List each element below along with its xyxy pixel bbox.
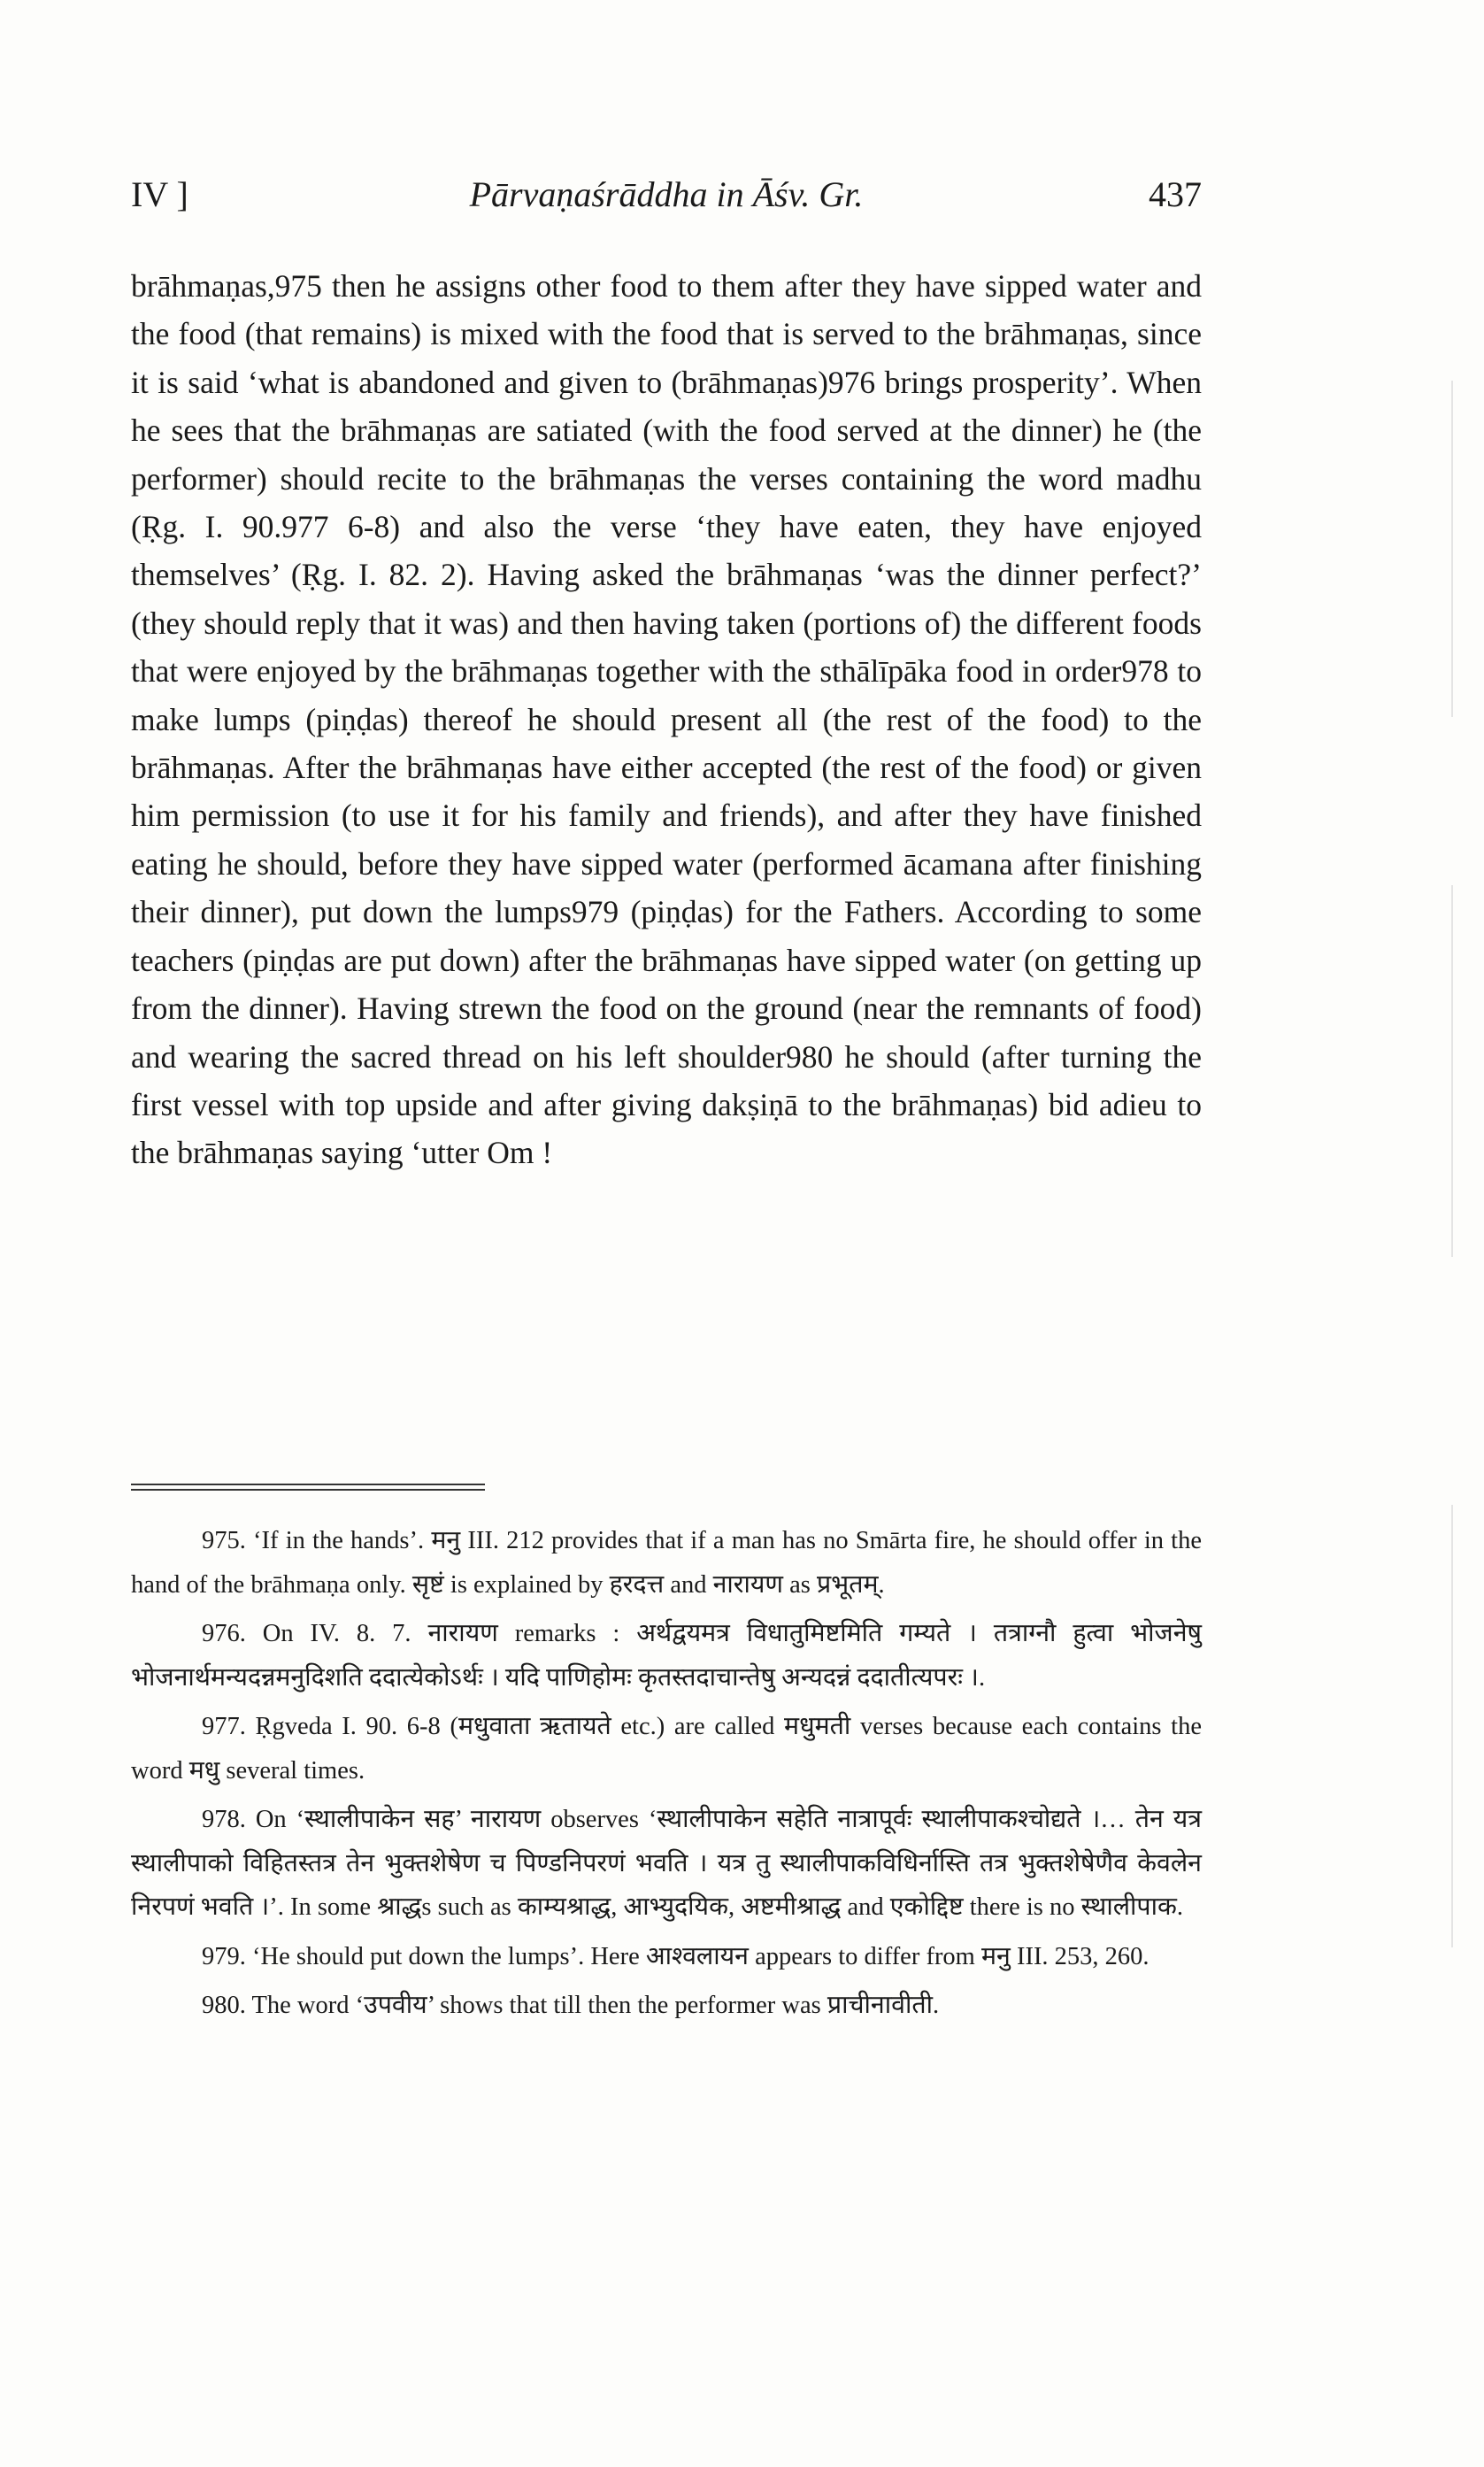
footnote-separator (131, 1484, 485, 1496)
running-header (131, 173, 1202, 227)
footnote-977: 977. Ṛgveda I. 90. 6-8 (मधुवाता ऋतायते etc.) are called मधुमती verses because each contains the word मधु several times. (131, 1713, 1202, 1785)
separator-rule (131, 1489, 485, 1491)
chapter-number: IV ] (131, 174, 188, 214)
separator-rule (131, 1484, 485, 1485)
body-paragraph: brāhmaṇas,975 then he assigns other food to them after they have sipped water and the food (that remains) is mixed with the food that is served to the brāhmaṇas, since it is said ‘what is abandoned and given to (brāhmaṇas)976 brings prosperity’. When he sees that the brāhmaṇas are satiated (with the food served at the dinner) he (the performer) should recite to the brāhmaṇas the verses containing the word madhu (Ṛg. I. 90.977 6-8) and also the verse ‘they have eaten, they have enjoyed themselves’ (Ṛg. I. 82. 2). Having asked the brāhmaṇas ‘was the dinner perfect?’ (they should reply that it was) and then having taken (portions of) the different foods that were enjoyed by the brāhmaṇas together with the sthālīpāka food in order978 to make lumps (piṇḍas) thereof he should present all (the rest of the food) to the brāhmaṇas. After the brāhmaṇas have either accepted (the rest of the food) or given him permission (to use it for his family and friends), and after they have finished eating he should, before they have sipped water (performed ācamana after finishing their dinner), put down the lumps979 (piṇḍas) for the Fathers. According to some teachers (piṇḍas are put down) after the brāhmaṇas have sipped water (on getting up from the dinner). Having strewn the food on the ground (near the remnants of food) and wearing the sacred thread on his left shoulder980 he should (after turning the first vessel with top upside and after giving dakṣiṇā to the brāhmaṇas) bid adieu to the brāhmaṇas saying ‘utter Om ! (131, 268, 1202, 1171)
footnote-979: 979. ‘He should put down the lumps’. Here आश्वलायन appears to differ from मनु III. 253, 260. (202, 1942, 1150, 1970)
footnotes (131, 1519, 1202, 2033)
footnote-978: 978. On ‘स्थालीपाकेन सह’ नारायण observes ‘स्थालीपाकेन सहेति नात्रापूर्वः स्थालीपाकश्चोद्यते ।… तेन यत्र स्थालीपाको विहितस्तत्र तेन भुक्तशेषेण च पिण्डनिपरणं भवति । यत्र तु स्थालीपाकविधिर्नास्ति तत्र भुक्तशेषेणैव केवलेन निरपणं भवति ।’. In some श्राद्धs such as काम्यश्राद्ध, आभ्युदयिक, अष्टमीश्राद्ध and एकोद्दिष्ट there is no स्थालीपाक. (131, 1806, 1202, 1921)
margin-mark (1451, 1505, 1453, 1947)
footnote-976: 976. On IV. 8. 7. नारायण remarks : अर्थद्वयमत्र विधातुमिष्टमिति गम्यते । तत्राग्नौ हुत्वा भोजनेषु भोजनार्थमन्यदन्नमनुदिशति ददात्येकोऽर्थः । यदि पाणिहोमः कृतस्तदाचान्तेषु अन्यदन्नं ददातीत्यपरः ।. (131, 1620, 1202, 1692)
running-title: Pārvaṇaśrāddha in Āśv. Gr. (469, 174, 864, 214)
footnote-980: 980. The word ‘उपवीय’ shows that till then the performer was प्राचीनावीती. (202, 1992, 940, 2019)
margin-mark (1451, 381, 1453, 717)
page-number: 437 (1149, 174, 1202, 214)
main-text (131, 262, 1202, 1177)
margin-mark (1451, 885, 1453, 1257)
footnote-975: 975. ‘If in the hands’. मनु III. 212 provides that if a man has no Smārta fire, he should offer in the hand of the brāhmaṇa only. सृष्टं is explained by हरदत्त and नारायण as प्रभूतम्. (131, 1527, 1202, 1599)
